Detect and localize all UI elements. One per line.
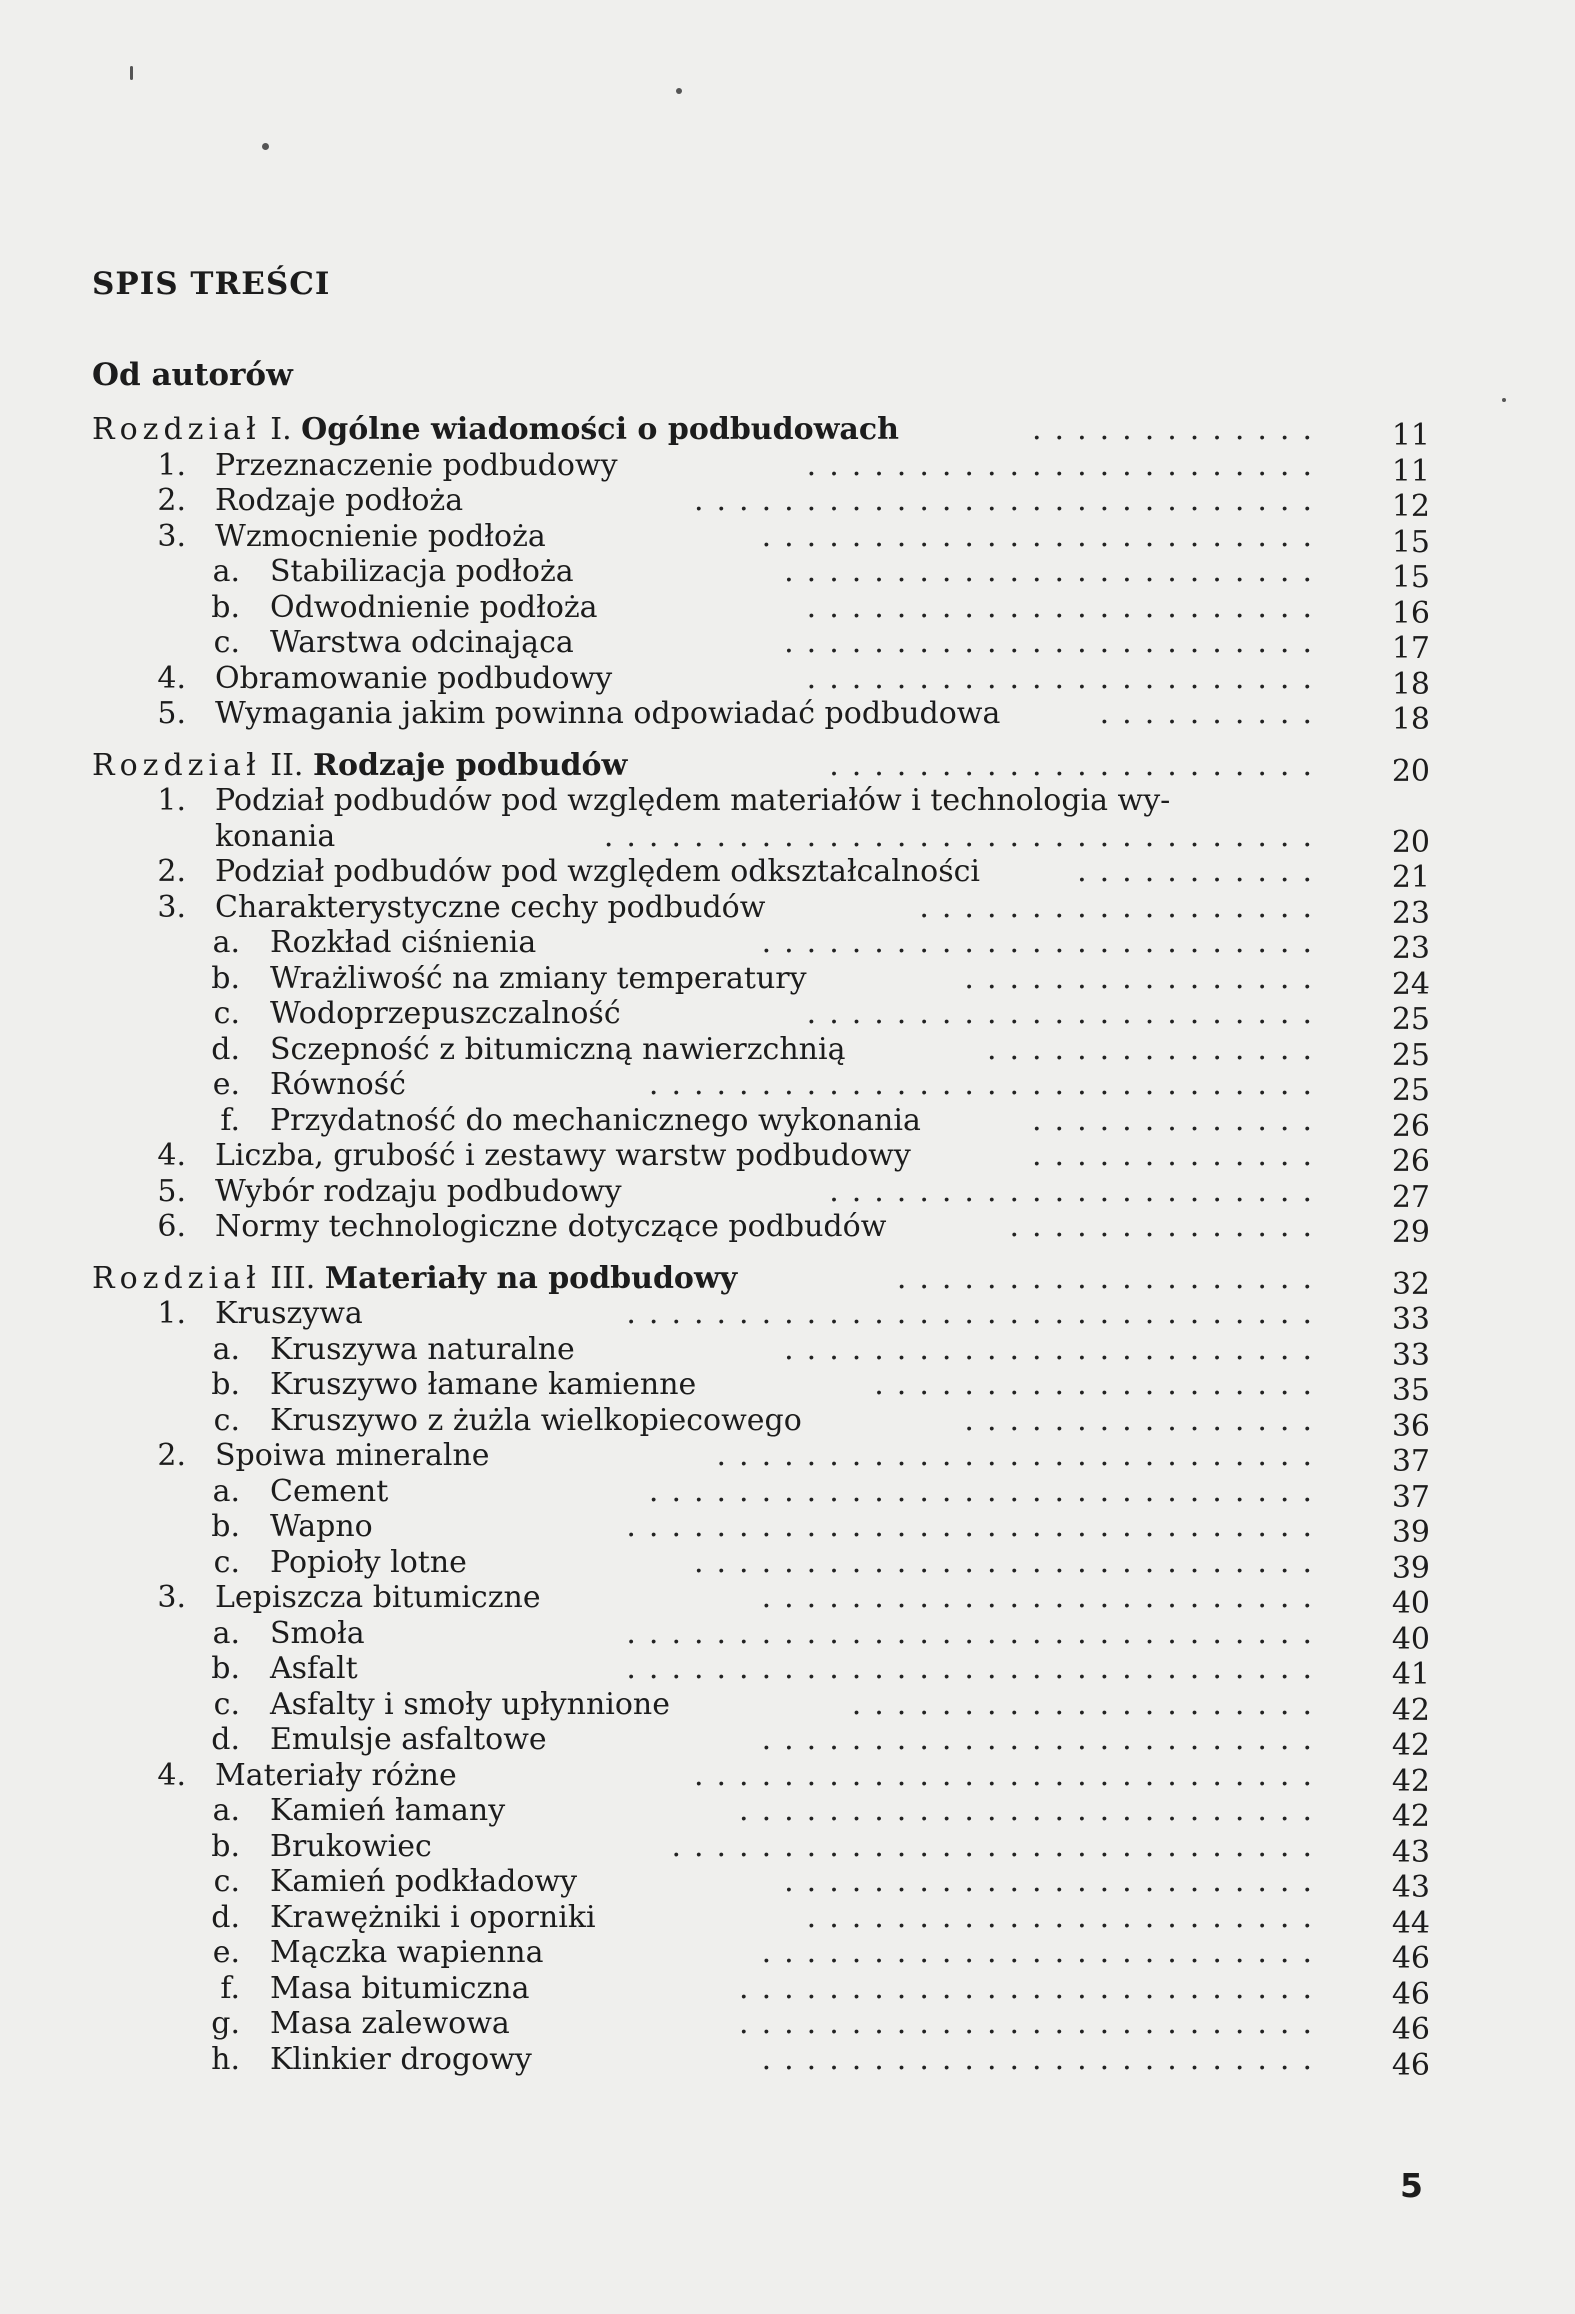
entry-letter: a. [212,925,240,960]
dot-leader: ........................... [716,1438,1325,1473]
toc-entry [0,1173,1575,1215]
entry-title: Odwodnienie podłoża [270,589,598,625]
dot-leader: ......................... [761,2041,1325,2077]
paper-speck [676,88,682,94]
dot-leader: ................................ [603,818,1325,854]
dot-leader: ............................ [693,1544,1325,1580]
entry-title: Kruszywa [215,1296,363,1331]
toc-entry [0,2006,1575,2047]
dot-leader: ......................... [761,1935,1325,1970]
entry-letter: a. [212,1473,240,1509]
entry-letter: c. [213,625,240,660]
dot-leader: .......................... [739,1970,1325,2006]
toc-entry [0,1438,1575,1479]
entry-title: Spoiwa mineralne [215,1438,490,1473]
dot-leader: ........................ [784,1864,1325,1899]
toc-entry [0,1509,1575,1550]
entry-number: 3. [157,518,186,554]
toc-entry [0,1722,1575,1763]
entry-letter: c. [213,1686,240,1722]
toc-entry [0,818,1575,860]
dot-leader: ........... [1077,854,1325,889]
toc-entry [0,854,1575,895]
entry-letter: a. [212,1331,240,1367]
dot-leader: .............. [1009,1209,1325,1244]
entry-number: 1. [157,447,186,483]
toc-entry [0,783,1575,819]
page-ref: 26 [1391,1108,1430,1144]
entry-letter: c. [213,1544,240,1580]
page-ref: 33 [1391,1302,1430,1337]
entry-number: 3. [157,1580,186,1615]
dot-leader: ............................... [626,1651,1325,1686]
page-ref: 12 [1391,489,1430,524]
toc-entry [0,483,1575,524]
toc-entry [0,747,1575,789]
entry-title: Charakterystyczne cechy podbudów [215,889,766,925]
page-ref: 46 [1391,1976,1430,2012]
entry-title: Cement [270,1473,389,1509]
dot-leader: .............................. [648,1067,1325,1102]
entry-number: 2. [157,1438,186,1473]
entry-title: Normy technologiczne dotyczące podbudów [215,1209,887,1244]
toc-entry [0,960,1575,1002]
dot-leader: ............................... [626,1509,1325,1544]
entry-title: Wzmocnienie podłoża [215,518,546,554]
page-ref: 40 [1391,1586,1430,1621]
foreword-heading: Od autorów [92,357,293,393]
page-ref: 23 [1391,895,1430,931]
page-ref: 37 [1391,1444,1430,1479]
entry-title: Kruszywo łamane kamienne [270,1367,697,1402]
dot-leader: ............................. [671,1828,1325,1864]
entry-title: Mączka wapienna [270,1935,544,1970]
chapter-title: Ogólne wiadomości o podbudowach [301,412,899,447]
dot-leader: ................ [964,960,1325,996]
dot-leader: ............. [1032,1138,1325,1173]
entry-letter: f. [220,1970,240,2006]
entry-letter: b. [211,589,240,625]
entry-title: Wybór rodzaju podbudowy [215,1173,622,1209]
toc-entry [0,1651,1575,1692]
toc-entry [0,447,1575,489]
toc-entry [0,1544,1575,1586]
dot-leader: ......................... [761,1580,1325,1615]
toc-entry [0,1615,1575,1657]
toc-entry [0,1828,1575,1870]
dot-leader: ................ [964,1402,1325,1438]
page-ref: 17 [1391,631,1430,666]
page-ref: 35 [1391,1373,1430,1408]
chapter-number: II. [270,747,304,783]
page-ref: 39 [1391,1550,1430,1586]
entry-letter: a. [212,1615,240,1651]
page-ref: 24 [1391,966,1430,1002]
entry-title: Masa bitumiczna [270,1970,530,2006]
entry-title: Wodoprzepuszczalność [270,996,621,1031]
toc-entry [0,1757,1575,1799]
chapter-title: Materiały na podbudowy [324,1260,738,1296]
dot-leader: ............................... [626,1296,1325,1331]
entry-letter: f. [220,1102,240,1138]
entry-letter: b. [211,1367,240,1402]
page-ref: 42 [1391,1799,1430,1834]
entry-letter: d. [211,1031,240,1067]
entry-number: 5. [157,1173,186,1209]
toc-entry [0,1580,1575,1621]
page-ref: 42 [1391,1763,1430,1799]
entry-title: Sczepność z bitumiczną nawierzchnią [270,1031,846,1067]
page-ref: 46 [1391,1941,1430,1976]
toc-entry [0,696,1575,737]
chapter-heading [92,412,899,448]
entry-title: Kruszywa naturalne [270,1331,575,1367]
dot-leader: ........................ [784,1331,1325,1367]
entry-title: Warstwa odcinająca [270,625,574,660]
page-ref: 33 [1391,1337,1430,1373]
toc-entry [0,996,1575,1037]
page-ref: 20 [1391,824,1430,860]
entry-title: Podział podbudów pod względem odkształcalności [215,854,981,889]
entry-title: Rodzaje podłoża [215,483,464,518]
entry-title: Brukowiec [270,1828,432,1864]
paper-speck [130,66,133,80]
toc-entry [0,1102,1575,1144]
entry-letter: h. [211,2041,240,2077]
entry-number: 5. [157,696,186,731]
dot-leader: ........................ [784,554,1325,589]
page-ref: 11 [1391,418,1430,453]
page-ref: 25 [1391,1073,1430,1108]
entry-title: Smoła [270,1615,365,1651]
paper-speck [1502,398,1506,402]
dot-leader: ....................... [806,589,1325,625]
entry-title: Stabilizacja podłoża [270,554,574,589]
dot-leader: ....................... [806,447,1325,483]
entry-title: Lepiszcza bitumiczne [215,1580,541,1615]
toc-entry [0,1138,1575,1179]
toc-entry [0,1067,1575,1108]
page-ref: 25 [1391,1037,1430,1073]
chapter-heading [92,1261,737,1297]
toc-entry [0,1209,1575,1250]
paper-speck [262,143,269,150]
entry-title: Równość [270,1067,406,1102]
page-ref: 18 [1391,702,1430,737]
entry-letter: c. [213,1402,240,1438]
entry-title: Kruszywo z żużla wielkopiecowego [270,1402,802,1438]
page-ref: 18 [1391,666,1430,702]
toc-entry [0,1331,1575,1373]
entry-number: 6. [157,1209,186,1244]
page-ref: 21 [1391,860,1430,895]
dot-leader: ....................... [806,660,1325,696]
entry-letter: d. [211,1899,240,1935]
page-ref: 41 [1391,1657,1430,1692]
entry-letter: e. [212,1067,240,1102]
toc-entry [0,1260,1575,1302]
entry-title: Kamień podkładowy [270,1864,578,1899]
entry-number: 1. [157,783,186,818]
entry-title: Asfalty i smoły upłynnione [270,1686,671,1722]
entry-title: Przydatność do mechanicznego wykonania [270,1102,921,1138]
entry-letter: b. [211,960,240,996]
dot-leader: ............. [1032,1102,1325,1138]
toc-entry [0,412,1575,453]
dot-leader: ....................... [806,996,1325,1031]
toc-entry [0,1367,1575,1408]
dot-leader: ......................... [761,518,1325,554]
toc-entry [0,660,1575,702]
page-ref: 42 [1391,1728,1430,1763]
entry-title: Masa zalewowa [270,2006,510,2041]
entry-title: Emulsje asfaltowe [270,1722,547,1757]
toc-entry [0,625,1575,666]
page-number: 5 [1400,2166,1423,2205]
entry-number: 4. [157,1757,186,1793]
dot-leader: ............................... [626,1615,1325,1651]
page-ref: 29 [1391,1215,1430,1250]
entry-letter: b. [211,1651,240,1686]
dot-leader: .......... [1099,696,1325,731]
dot-leader: ............. [1032,412,1325,447]
chapter-prefix: Rozdział [92,1260,261,1296]
page-ref: 15 [1391,524,1430,560]
entry-letter: a. [212,1793,240,1828]
toc-entry [0,518,1575,560]
toc-entry [0,1031,1575,1073]
dot-leader: ..................... [851,1686,1325,1722]
page-ref: 23 [1391,931,1430,966]
toc-entry [0,554,1575,595]
entry-letter: d. [211,1722,240,1757]
entry-title: Klinkier drogowy [270,2041,532,2077]
entry-title: Rozkład ciśnienia [270,925,537,960]
entry-letter: b. [211,1509,240,1544]
entry-letter: c. [213,996,240,1031]
entry-number: 4. [157,1138,186,1173]
page-ref: 16 [1391,595,1430,631]
dot-leader: ......................... [761,925,1325,960]
table-of-contents [0,412,1575,2083]
toc-entry [0,1793,1575,1834]
dot-leader: ............... [986,1031,1325,1067]
page-ref: 42 [1391,1692,1430,1728]
page-ref: 43 [1391,1834,1430,1870]
dot-leader: ....................... [806,1899,1325,1935]
entry-number: 3. [157,889,186,925]
entry-title: Wapno [270,1509,373,1544]
entry-letter: a. [212,554,240,589]
entry-title: Krawężniki i oporniki [270,1899,596,1935]
entry-title: Obramowanie podbudowy [215,660,613,696]
page-ref: 15 [1391,560,1430,595]
chapter-prefix: Rozdział [92,412,261,447]
entry-letter: e. [212,1935,240,1970]
entry-letter: b. [211,1828,240,1864]
entry-title-continued: konania [215,818,336,854]
entry-number: 4. [157,660,186,696]
page-ref: 32 [1391,1266,1430,1302]
dot-leader: .......................... [739,2006,1325,2041]
page-ref: 39 [1391,1515,1430,1550]
entry-title: Przeznaczenie podbudowy [215,447,618,483]
page-title: SPIS TREŚCI [92,266,331,302]
toc-entry [0,1686,1575,1728]
page-ref: 25 [1391,1002,1430,1037]
entry-title: Liczba, grubość i zestawy warstw podbudowy [215,1138,911,1173]
dot-leader: .................... [874,1367,1325,1402]
chapter-heading [92,748,627,784]
entry-title: Kamień łamany [270,1793,506,1828]
dot-leader: .................. [919,889,1325,925]
toc-entry [0,1899,1575,1941]
toc-entry [0,1402,1575,1444]
page-ref: 11 [1391,453,1430,489]
entry-title: Materiały różne [215,1757,457,1793]
dot-leader: .............................. [648,1473,1325,1509]
dot-leader: ............................ [693,1757,1325,1793]
toc-entry [0,2041,1575,2083]
page-ref: 37 [1391,1479,1430,1515]
entry-title: Podział podbudów pod względem materiałów i technologia wy- [215,783,1171,818]
page-ref: 46 [1391,2047,1430,2083]
entry-title: Wrażliwość na zmiany temperatury [270,960,807,996]
entry-letter: c. [213,1864,240,1899]
dot-leader: ...................... [829,747,1325,783]
page-ref: 46 [1391,2012,1430,2047]
toc-entry [0,1864,1575,1905]
toc-entry [0,1935,1575,1976]
page-ref: 27 [1391,1179,1430,1215]
dot-leader: ...................... [829,1173,1325,1209]
chapter-prefix: Rozdział [92,747,261,783]
page-ref: 40 [1391,1621,1430,1657]
entry-title: Wymagania jakim powinna odpowiadać podbudowa [215,696,1001,731]
toc-entry [0,889,1575,931]
chapter-number: I. [270,412,292,447]
page-ref: 20 [1391,753,1430,789]
entry-number: 2. [157,483,186,518]
page-ref: 43 [1391,1870,1430,1905]
toc-entry [0,1473,1575,1515]
page-ref: 44 [1391,1905,1430,1941]
dot-leader: .......................... [739,1793,1325,1828]
entry-title: Popioły lotne [270,1544,467,1580]
entry-number: 2. [157,854,186,889]
dot-leader: ........................ [784,625,1325,660]
toc-entry [0,1296,1575,1337]
page-ref: 26 [1391,1144,1430,1179]
toc-entry [0,589,1575,631]
dot-leader: ................... [896,1260,1325,1296]
toc-entry [0,925,1575,966]
dot-leader: ............................ [693,483,1325,518]
entry-title: Asfalt [270,1651,358,1686]
dot-leader: ......................... [761,1722,1325,1757]
page-ref: 36 [1391,1408,1430,1444]
entry-letter: g. [211,2006,240,2041]
entry-number: 1. [157,1296,186,1331]
toc-entry [0,1970,1575,2012]
chapter-title: Rodzaje podbudów [313,747,628,783]
chapter-number: III. [270,1260,316,1296]
